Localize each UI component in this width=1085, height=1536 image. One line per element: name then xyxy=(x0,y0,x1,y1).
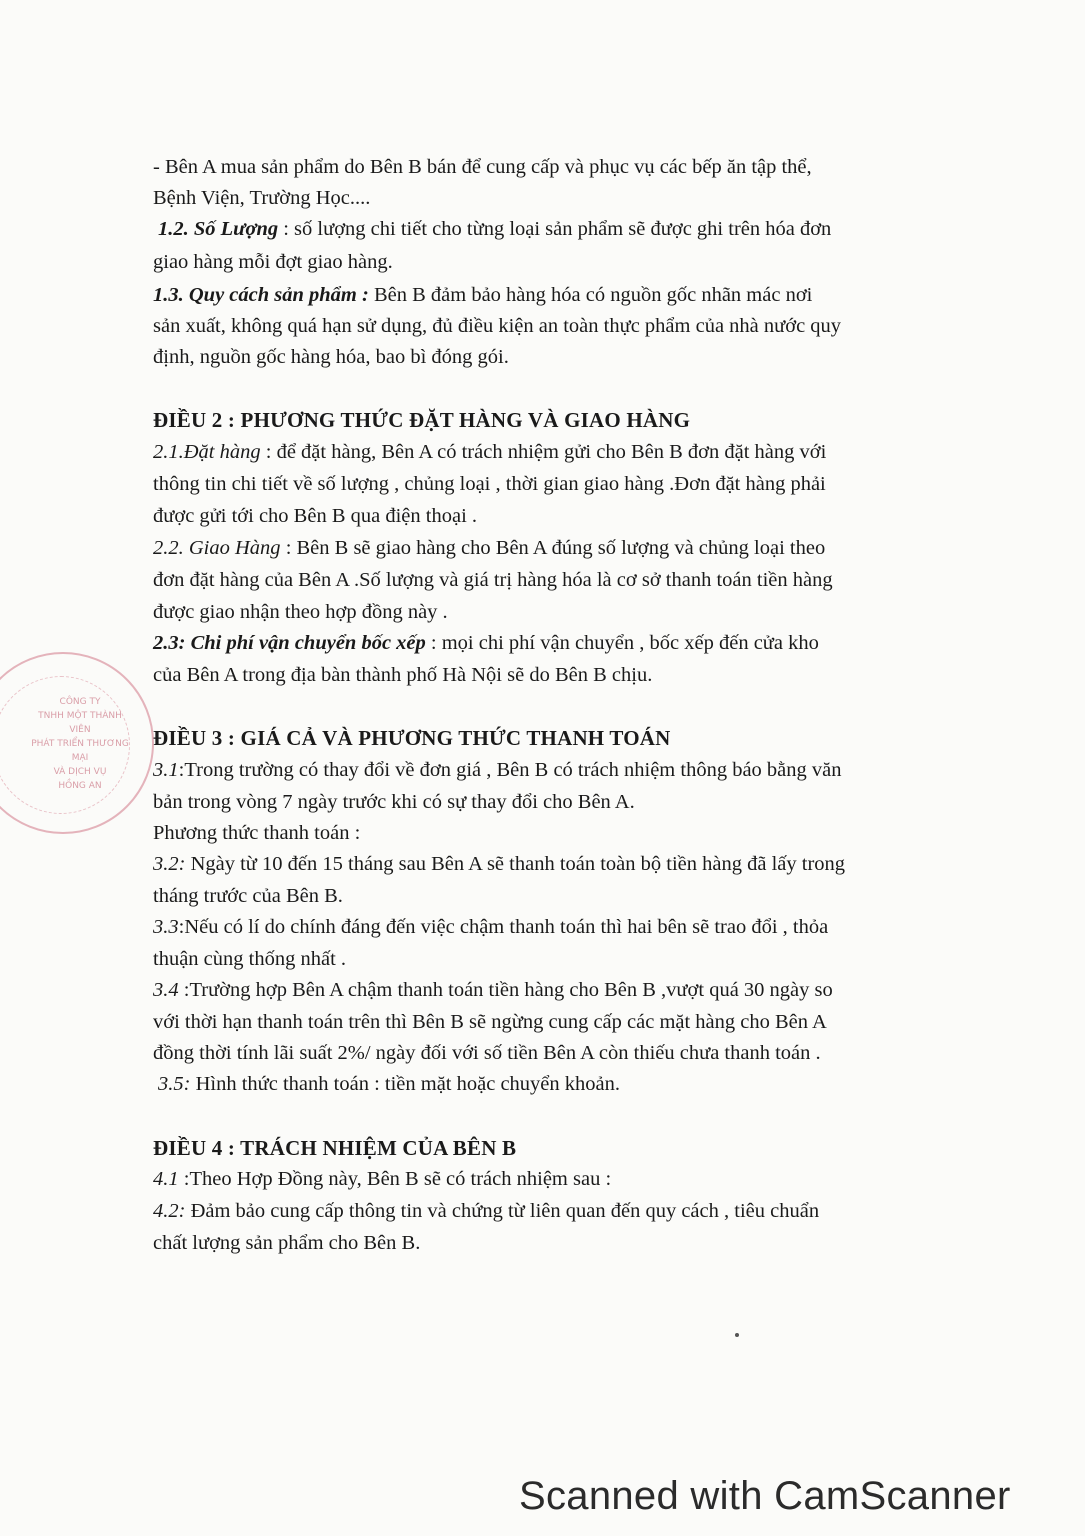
body-line: chất lượng sản phẩm cho Bên B. xyxy=(153,1232,421,1254)
scan-speck xyxy=(735,1333,739,1337)
stamp-line: VÀ DỊCH VỤ xyxy=(53,767,107,777)
body-line: đơn đặt hàng của Bên A .Số lượng và giá trị hàng hóa là cơ sở thanh toán tiền hàng xyxy=(153,569,833,591)
body-line: Bệnh Viện, Trường Học.... xyxy=(153,187,371,209)
body-line: được gửi tới cho Bên B qua điện thoại . xyxy=(153,505,478,527)
clause-3-4: 3.4 :Trường hợp Bên A chậm thanh toán tiền hàng cho Bên B ,vượt quá 30 ngày so xyxy=(153,979,833,1001)
clause-2-1: 2.1.Đặt hàng : để đặt hàng, Bên A có trách nhiệm gửi cho Bên B đơn đặt hàng với xyxy=(153,441,827,463)
clause-1-2: 1.2. Số Lượng : số lượng chi tiết cho từng loại sản phẩm sẽ được ghi trên hóa đơn xyxy=(158,218,832,240)
body-line: sản xuất, không quá hạn sử dụng, đủ điều kiện an toàn thực phẩm của nhà nước quy xyxy=(153,315,842,337)
clause-4-2: 4.2: Đảm bảo cung cấp thông tin và chứng từ liên quan đến quy cách , tiêu chuẩn xyxy=(153,1200,820,1222)
company-stamp-text xyxy=(30,695,130,793)
body-line: Phương thức thanh toán : xyxy=(153,822,361,844)
clause-3-5: 3.5: Hình thức thanh toán : tiền mặt hoặc chuyển khoản. xyxy=(158,1073,620,1095)
body-line: giao hàng mỗi đợt giao hàng. xyxy=(153,251,393,273)
clause-2-3: 2.3: Chi phí vận chuyển bốc xếp : mọi chi phí vận chuyển , bốc xếp đến cửa kho xyxy=(153,632,819,654)
body-line: định, nguồn gốc hàng hóa, bao bì đóng gói. xyxy=(153,346,509,368)
body-line: đồng thời tính lãi suất 2%/ ngày đối với số tiền Bên A còn thiếu chưa thanh toán . xyxy=(153,1042,821,1064)
body-line: bản trong vòng 7 ngày trước khi có sự thay đổi cho Bên A. xyxy=(153,791,635,813)
body-line: - Bên A mua sản phẩm do Bên B bán để cung cấp và phục vụ các bếp ăn tập thể, xyxy=(153,156,812,178)
clause-2-2: 2.2. Giao Hàng : Bên B sẽ giao hàng cho Bên A đúng số lượng và chủng loại theo xyxy=(153,537,826,559)
body-line: thông tin chi tiết về số lượng , chủng loại , thời gian giao hàng .Đơn đặt hàng phải xyxy=(153,473,826,495)
body-line: với thời hạn thanh toán trên thì Bên B sẽ ngừng cung cấp các mặt hàng cho Bên A xyxy=(153,1011,827,1033)
clause-1-3: 1.3. Quy cách sản phẩm : Bên B đảm bảo hàng hóa có nguồn gốc nhãn mác nơi xyxy=(153,284,813,306)
body-line: tháng trước của Bên B. xyxy=(153,885,343,907)
clause-3-2: 3.2: Ngày từ 10 đến 15 tháng sau Bên A sẽ thanh toán toàn bộ tiền hàng đã lấy trong xyxy=(153,853,846,875)
body-line: được giao nhận theo hợp đồng này . xyxy=(153,601,448,623)
clause-4-1: 4.1 :Theo Hợp Đồng này, Bên B sẽ có trách nhiệm sau : xyxy=(153,1168,612,1190)
clause-3-1: 3.1:Trong trường có thay đổi về đơn giá , Bên B có trách nhiệm thông báo bằng văn xyxy=(153,759,842,781)
stamp-line: PHÁT TRIỂN THƯƠNG MẠI xyxy=(31,739,129,763)
stamp-line: TNHH MỘT THÀNH VIÊN xyxy=(38,711,122,735)
stamp-line: HỒNG AN xyxy=(58,781,102,791)
body-line: thuận cùng thống nhất . xyxy=(153,948,347,970)
section-heading-2: ĐIỀU 2 : PHƯƠNG THỨC ĐẶT HÀNG VÀ GIAO HÀNG xyxy=(153,408,691,432)
stamp-line: CÔNG TY xyxy=(59,697,101,707)
section-heading-3: ĐIỀU 3 : GIÁ CẢ VÀ PHƯƠNG THỨC THANH TOÁN xyxy=(153,726,671,750)
section-heading-4: ĐIỀU 4 : TRÁCH NHIỆM CỦA BÊN B xyxy=(153,1136,517,1160)
clause-3-3: 3.3:Nếu có lí do chính đáng đến việc chậm thanh toán thì hai bên sẽ trao đổi , thỏa xyxy=(153,916,829,938)
body-line: của Bên A trong địa bàn thành phố Hà Nội sẽ do Bên B chịu. xyxy=(153,664,653,686)
camscanner-watermark: Scanned with CamScanner xyxy=(519,1474,1011,1518)
